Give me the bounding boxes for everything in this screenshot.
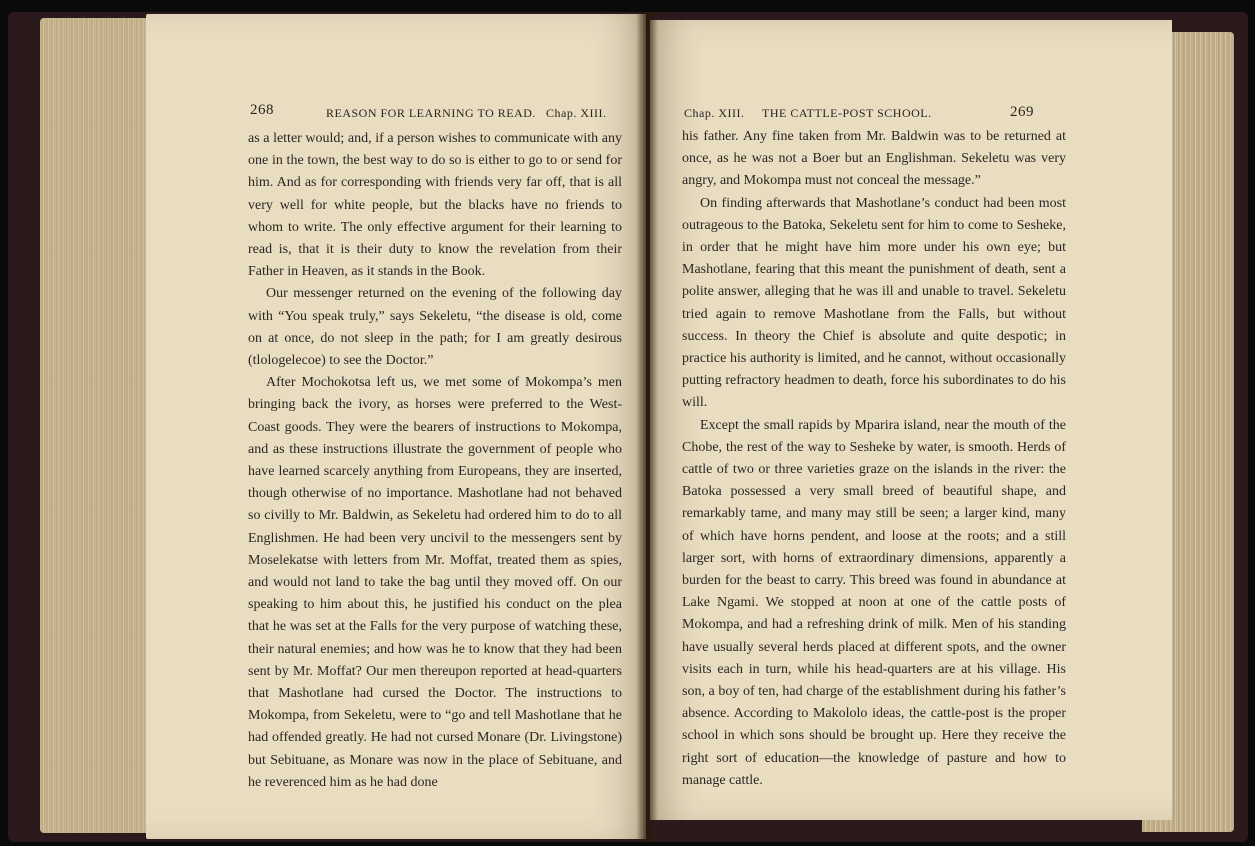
paragraph: Except the small rapids by Mparira island, near the mouth of the Chobe, the rest of the way to Sesheke by water, is smooth. Herds of cattle of two or three varieties graze on the islands in the river: the Batoka possessed a very small breed of beautiful shape, and remarkably tame, and many may still be seen; a larger kind, many of which have horns pendent, and loose at the roots; and a still larger sort, with horns of extraordinary dimensions, apparently a burden for the beast to carry. This breed was found in abundance at Lake Ngami. We stopped at noon at one of the cattle posts of Mokompa, and had a refreshing drink of milk. Men of his standing have usually several herds placed at different spots, and the owner visits each in turn, while his head-quarters are at his village. His son, a boy of ten, had charge of the establishment during his father’s absence. According to Makololo ideas, the cattle-post is the proper school in which sons should be brought up. Here they receive the right sort of education—the knowledge of pasture and how to manage cattle. <box>682 417 1066 788</box>
paragraph: Our messenger returned on the evening of the following day with “You speak truly,” says Sekeletu, “the disease is old, come on at once, do not sleep in the path; for I am greatly desirous (tlologelecoe) to see the Doctor.” <box>248 286 622 369</box>
paragraph: On finding afterwards that Mashotlane’s conduct had been most outrageous to the Batoka, Sekeletu sent for him to come to Sesheke, in order that he might have him more under his own eye; but Mashotlane, fearing that this meant the punishment of death, sent a polite answer, alleging that he was ill and unable to travel. Sekeletu tried again to remove Mashotlane from the Falls, but without success. In theory the Chief is absolute and quite despotic; in practice his authority is limited, and he cannot, without occasionally putting refractory headmen to death, force his subordinates to do his will. <box>682 195 1066 411</box>
paragraph: his father. Any fine taken from Mr. Baldwin was to be returned at once, as he was not a Boer but an Englishman. Sekeletu was very angry, and Mokompa must not conceal the message.” <box>682 129 1066 189</box>
right-page-number: 269 <box>1010 104 1034 120</box>
right-body <box>682 126 1066 792</box>
right-running-head: THE CATTLE-POST SCHOOL. <box>762 106 932 120</box>
book-gutter <box>636 12 658 842</box>
left-chapter: Chap. XIII. <box>546 106 607 120</box>
paragraph: as a letter would; and, if a person wishes to communicate with any one in the town, the best way to do so is either to go to or send for him. And as for corresponding with friends very far off, that is all very well for white people, but the blacks have no friends to whom to write. The only effective argument for their learning to read is, that it is their duty to know the revelation from their Father in Heaven, as it stands in the Book. <box>248 131 622 280</box>
page-edges-left <box>40 18 160 833</box>
right-page <box>650 20 1172 820</box>
left-running-head: REASON FOR LEARNING TO READ. <box>326 106 536 120</box>
right-chapter: Chap. XIII. <box>684 106 745 120</box>
open-book <box>8 12 1248 842</box>
left-body <box>248 128 622 794</box>
paragraph: After Mochokotsa left us, we met some of Mokompa’s men bringing back the ivory, as horses were preferred to the West-Coast goods. They were the bearers of instructions to Mokompa, and as these instructions illustrate the government of people who have learned scarcely anything from Europeans, they are inserted, though otherwise of no importance. Mashotlane had not behaved so civilly to Mr. Baldwin, as Sekeletu had ordered him to do to all Englishmen. He had been very uncivil to the messengers sent by Moselekatse with letters from Mr. Moffat, treated them as spies, and would not land to take the bag until they moved off. On our speaking to him about this, he justified his conduct on the plea that he was set at the Falls for the very purpose of watching these, their natural enemies; and how was he to know that they had been sent by Mr. Moffat? Our men thereupon reported at head-quarters that Mashotlane had cursed the Doctor. The instructions to Mokompa, from Sekeletu, were to “go and tell Mashotlane that he had offended greatly. He had not cursed Monare (Dr. Livingstone) but Sebituane, as Monare was now in the place of Sebituane, and he reverenced him as he had done <box>248 375 622 790</box>
left-page <box>146 14 646 839</box>
left-page-number: 268 <box>250 102 274 118</box>
